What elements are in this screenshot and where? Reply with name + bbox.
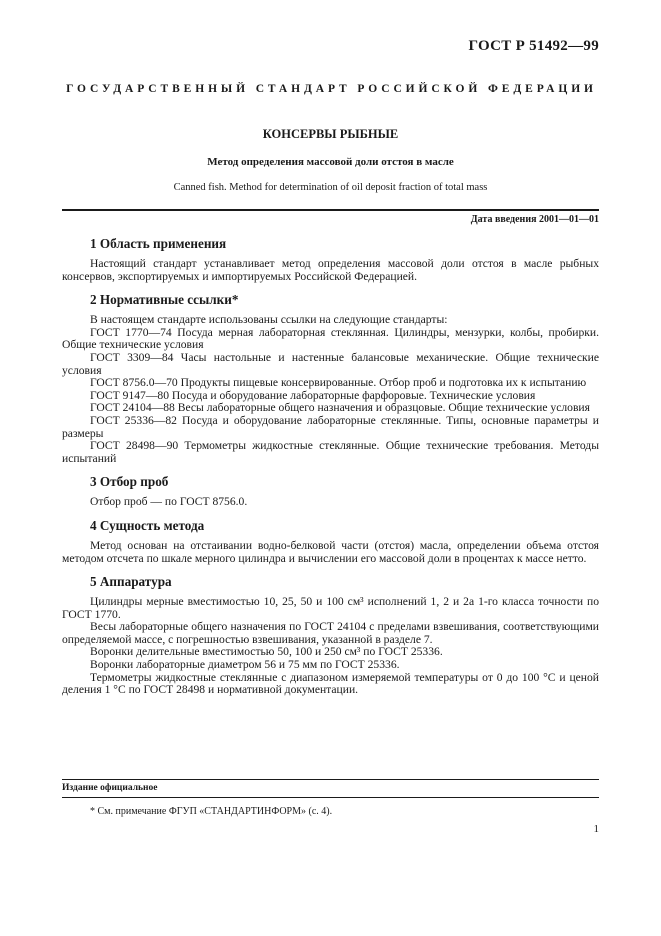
section-scope [62,236,599,283]
paragraph: Воронки делительные вместимостью 50, 100 и 250 см³ по ГОСТ 25336. [90,645,443,659]
section-sampling [62,474,599,509]
introduction-date: Дата введения 2001—01—01 [470,214,599,225]
footnote: * См. примечание ФГУП «СТАНДАРТИНФОРМ» (с. 4). [90,806,333,817]
section-heading: 5 Аппаратура [90,574,172,590]
paragraph: Цилиндры мерные вместимостью 10, 25, 50 и 100 см³ исполнений 1, 2 и 2а 1-го класса точности по ГОСТ 1770. [62,595,599,621]
document-title: КОНСЕРВЫ РЫБНЫЕ [262,127,399,141]
section-heading: 3 Отбор проб [90,474,169,490]
paragraph: Воронки лабораторные диаметром 56 и 75 мм по ГОСТ 25336. [90,658,400,672]
paragraph: Отбор проб — по ГОСТ 8756.0. [90,495,248,509]
reference-item: ГОСТ 1770—74 Посуда мерная лабораторная стеклянная. Цилиндры, мензурки, колбы, пробирки. Общие технические условия [62,325,599,352]
paragraph: Настоящий стандарт устанавливает метод определения массовой доли отстоя в масле рыбных консервов, экспортируемых и импортируемых Российской Федерацией. [62,257,599,283]
document-body [62,236,599,706]
footer-rule-top [62,779,599,780]
section-method-essence [62,518,599,565]
reference-item: ГОСТ 28498—90 Термометры жидкостные стеклянные. Общие технические требования. Методы испытаний [62,439,599,465]
document-title-english: Canned fish. Method for determination of oil deposit fraction of total mass [173,182,488,193]
section-heading: 1 Область применения [90,236,227,251]
section-heading: 4 Сущность метода [90,517,205,533]
gost-code: ГОСТ Р 51492—99 [468,38,599,54]
paragraph: В настоящем стандарте использованы ссылки на следующие стандарты: [90,313,448,327]
header-rule [62,209,599,211]
document-subtitle: Метод определения массовой доли отстоя в масле [207,156,454,168]
page-number: 1 [593,823,599,835]
state-standard-title: ГОСУДАРСТВЕННЫЙ СТАНДАРТ РОССИЙСКОЙ ФЕДЕРАЦИИ [66,83,597,95]
section-apparatus [62,574,599,697]
section-references [62,292,599,465]
footer-rule-bottom [62,797,599,798]
reference-item: ГОСТ 9147—80 Посуда и оборудование лабораторные фарфоровые. Технические условия [90,388,536,402]
official-edition-label: Издание официальное [62,783,158,793]
reference-item: ГОСТ 25336—82 Посуда и оборудование лабораторные стеклянные. Типы, основные параметры и размеры [62,413,599,440]
section-heading: 2 Нормативные ссылки* [90,292,239,308]
reference-item: ГОСТ 8756.0—70 Продукты пищевые консервированные. Отбор проб и подготовка их к испытанию [90,376,587,390]
paragraph: Термометры жидкостные стеклянные с диапазоном измеряемой температуры от 0 до 100 °С и ценой деления 1 °С по ГОСТ 28498 и нормативной документации. [62,670,599,697]
paragraph: Весы лабораторные общего назначения по ГОСТ 24104 с пределами взвешивания, соответствующими определяемой массе, с погрешностью взвешивания, указанной в разделе 7. [62,620,599,646]
reference-item: ГОСТ 24104—88 Весы лабораторные общего назначения и образцовые. Общие технические условия [90,401,590,415]
reference-item: ГОСТ 3309—84 Часы настольные и настенные балансовые механические. Общие технические условия [62,350,599,377]
paragraph: Метод основан на отстаивании водно-белковой части (отстоя) масла, определении объема отстоя методом отсчета по шкале мерного цилиндра и вычислении его массовой доли в процентах к массе нетто. [62,538,599,565]
